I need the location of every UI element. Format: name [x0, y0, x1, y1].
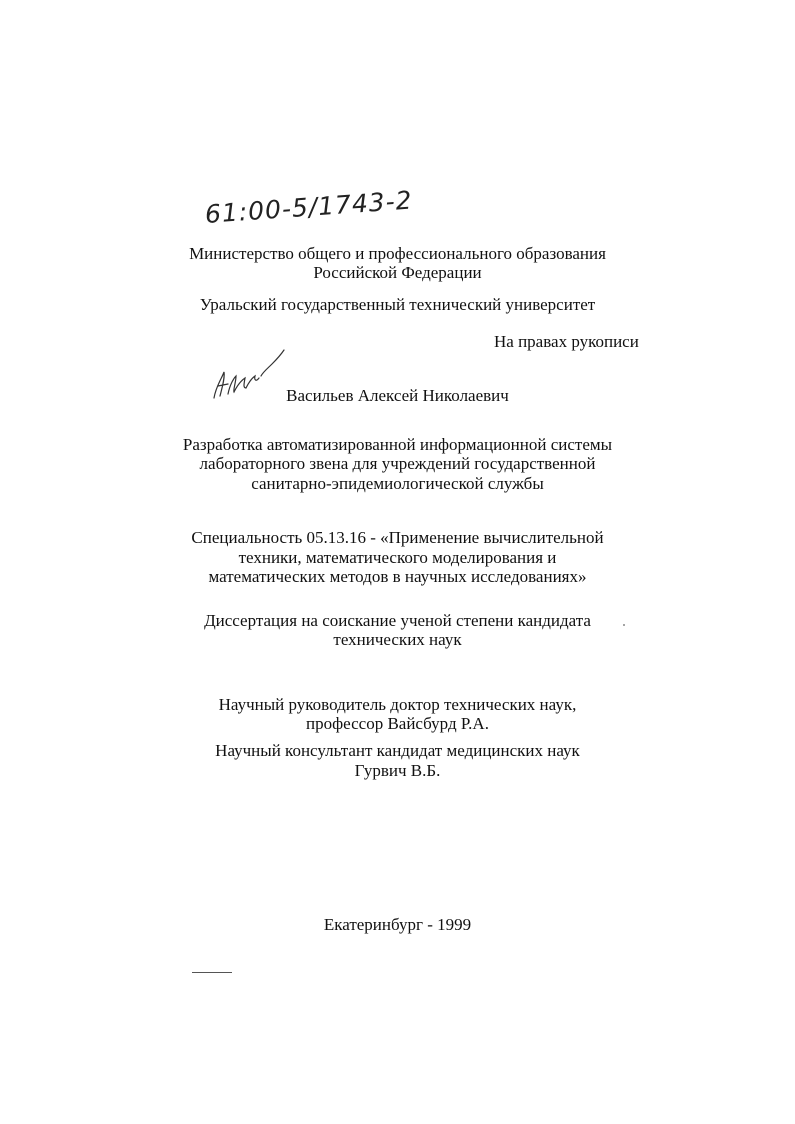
rights-note: На правах рукописи — [494, 332, 639, 351]
ministry-line: Министерство общего и профессионального образования — [189, 244, 606, 263]
specialty-line-2: техники, математического моделирования и — [238, 548, 557, 567]
catalog-number-handwritten: 61:00-5/1743-2 — [203, 185, 414, 229]
consultant-line-2: Гурвич В.Б. — [354, 761, 441, 780]
author-name: Васильев Алексей Николаевич — [286, 386, 509, 405]
thesis-title-line-2: лабораторного звена для учреждений государственной — [199, 454, 596, 473]
supervisor-line-2: профессор Вайсбурд Р.А. — [306, 714, 489, 733]
consultant-line-1: Научный консультант кандидат медицинских наук — [215, 741, 580, 760]
specialty-line-1: Специальность 05.13.16 - «Применение вычислительной — [191, 528, 604, 547]
degree-line-2: технических наук — [333, 630, 462, 649]
thesis-title-line-1: Разработка автоматизированной информационной системы — [182, 435, 613, 454]
degree-line-1: Диссертация на соискание ученой степени кандидата — [204, 611, 591, 630]
scan-speck — [623, 624, 625, 626]
university-line: Уральский государственный технический университет — [199, 295, 596, 314]
scan-dash-mark — [192, 972, 232, 973]
country-line: Российской Федерации — [313, 263, 482, 282]
city-year: Екатеринбург - 1999 — [323, 915, 472, 934]
thesis-title-line-3: санитарно-эпидемиологической службы — [251, 474, 544, 493]
specialty-line-3: математических методов в научных исследованиях» — [208, 567, 587, 586]
supervisor-line-1: Научный руководитель доктор технических наук, — [218, 695, 577, 714]
